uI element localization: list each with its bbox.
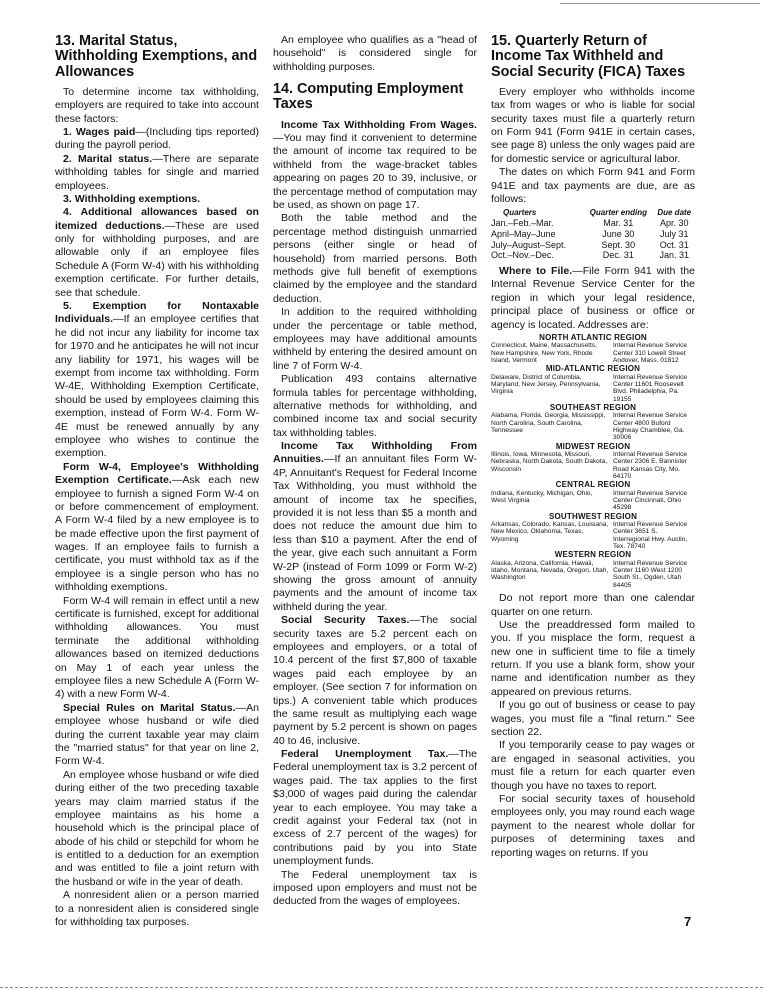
section-13-paragraph bbox=[55, 702, 259, 769]
section-15-paragraph bbox=[491, 793, 695, 860]
paragraph-text: To determine income tax withholding, employers are required to take into account these factors: bbox=[55, 85, 259, 125]
where-to-file-lead: Where to File. bbox=[499, 265, 573, 278]
quarter-table-cell: Sept. 30 bbox=[601, 239, 636, 250]
section-13-paragraph bbox=[55, 153, 259, 193]
region-service-center: Internal Revenue Service Center 1160 West 1200 South St., Ogden, Utah 84405 bbox=[613, 559, 688, 589]
region-heading: WESTERN REGION bbox=[554, 550, 632, 560]
quarter-table-cell: Mar. 31 bbox=[603, 217, 634, 228]
section-15-paragraph bbox=[491, 86, 695, 166]
region-heading: SOUTHEAST REGION bbox=[549, 403, 637, 413]
region-service-center: Internal Revenue Service Center 310 Lowell Street Andover, Mass. 01812 bbox=[613, 342, 688, 364]
region-address-row bbox=[491, 521, 695, 551]
section-14-body bbox=[273, 119, 477, 909]
paragraph-lead: Form W-4, Employee's Withholding Exemption Certificate. bbox=[55, 460, 259, 487]
region-states: Indiana, Kentucky, Michigan, Ohio, West Virginia bbox=[491, 489, 593, 504]
paragraph-lead: 3. Withholding exemptions. bbox=[63, 192, 201, 205]
paragraph-text: Form W-4 will remain in effect until a new certificate is furnished, except for additional withholding allowances. You must terminate the additional withholding allowances based on itemized deductions on May 1 of each year unless the employee files a new Schedule A (Form W-4) with a new Form W-4. bbox=[55, 594, 259, 701]
region-address-row bbox=[491, 374, 695, 404]
column-1 bbox=[55, 34, 259, 929]
section-14-paragraph bbox=[273, 748, 477, 869]
quarter-table-row bbox=[491, 250, 695, 261]
paragraph-lead: 2. Marital status. bbox=[63, 152, 153, 165]
paragraph-text: —(Including tips reported) during the payroll period. bbox=[55, 125, 259, 152]
section-13-paragraph bbox=[55, 300, 259, 461]
paragraph-lead: 1. Wages paid bbox=[63, 125, 136, 138]
paragraph-text: —If an employee certifies that he did not incur any liability for income tax for 1970 and he anticipates he will not incur any liability for 1971, his wages will be exempt from income tax withholding. Form W-4E, Withholding Exemption Certificate, should be used by employees claiming this exemption, instead of Form W-4. Form W-4E must be renewed annually by any employee who wishes to continue the exemption. bbox=[55, 313, 259, 460]
section-15-paragraph bbox=[491, 739, 695, 793]
paragraph-text: —You may find it convenient to determine the amount of income tax required to be withheld from the wage-bracket tables appearing on pages 20 to 39, inclusive, or the percentage method of computation may be used, as shown on page 17. bbox=[273, 132, 477, 212]
section-13-paragraph bbox=[55, 461, 259, 595]
section-13-paragraph bbox=[55, 595, 259, 702]
region-address-row bbox=[491, 451, 695, 481]
quarter-table-header bbox=[491, 208, 695, 218]
paragraph-text: Use the preaddressed form mailed to you. If you misplace the form, request a new one in sufficient time to file a timely return. If you use a blank form, show your name and identification number as they appeared on previous returns. bbox=[491, 618, 695, 698]
section-13-paragraph bbox=[55, 193, 259, 206]
section-14-paragraph bbox=[273, 212, 477, 306]
paragraph-text: —An employee whose husband or wife died during the current taxable year may claim the "married status" for that year on line 2, Form W-4. bbox=[55, 701, 259, 768]
section-15-paragraph bbox=[491, 166, 695, 206]
region-service-center: Internal Revenue Service Center Cincinnati, Ohio 45298 bbox=[613, 489, 688, 512]
region-heading: CENTRAL REGION bbox=[555, 480, 631, 490]
region-address-row bbox=[491, 560, 695, 590]
section-13-paragraph bbox=[55, 126, 259, 153]
section-14-heading: 14. Computing Employment Taxes bbox=[273, 81, 464, 113]
region-states: Illinois, Iowa, Minnesota, Missouri, Nebraska, North Dakota, South Dakota, Wisconsin bbox=[491, 450, 608, 473]
where-to-file bbox=[491, 265, 695, 332]
section-14-paragraph bbox=[273, 373, 477, 440]
region-heading: MIDWEST REGION bbox=[555, 441, 631, 451]
paragraph-lead: Income Tax Withholding From Annuities. bbox=[273, 440, 477, 466]
paragraph-lead: 4. Additional allowances based on itemized deductions. bbox=[55, 206, 259, 232]
region-service-center: Internal Revenue Service Center 4800 Buford Highway Chamblee, Ga. 30006 bbox=[613, 412, 688, 442]
paragraph-lead: Special Rules on Marital Status. bbox=[63, 701, 236, 714]
paragraph-lead: 5. Exemption for Nontaxable Individuals. bbox=[55, 300, 259, 326]
quarter-table-cell: Oct.–Nov.–Dec. bbox=[491, 250, 554, 261]
paragraph-text: —The social security taxes are 5.2 percent each on employees and employers, or a total of 10.4 percent of the first $7,800 of taxable wages paid each employee by an employer. (See section 7 for information on tips.) A convenient table which produces the same result as multiplying each wage payment by 5.2 percent is shown on pages 40 to 46, inclusive. bbox=[273, 614, 477, 747]
section-13-paragraph bbox=[55, 889, 259, 929]
paragraph-text: Both the table method and the percentage method distinguish unmarried persons (either single or head of household) from married persons. Both methods give full benefit of exemptions claimed by the employee and the standard deduction. bbox=[273, 212, 477, 305]
section-14-paragraph bbox=[273, 614, 477, 748]
paragraph-text: A nonresident alien or a person married to a nonresident alien is considered single for withholding tax purposes. bbox=[55, 889, 259, 929]
paragraph-lead: Social Security Taxes. bbox=[281, 614, 410, 627]
column-3 bbox=[491, 34, 695, 860]
quarter-table-cell: Apr. 30 bbox=[659, 217, 689, 228]
region-address-row bbox=[491, 412, 695, 442]
section-13-heading: 13. Marital Status, Withholding Exemptions, and Allowances bbox=[55, 33, 258, 80]
where-to-file-text: —File Form 941 with the Internal Revenue Service Center for the region in which your legal residence, principal place of business or office or agency is located. Addresses are: bbox=[491, 265, 695, 331]
paragraph-text: Do not report more than one calendar quarter on one return. bbox=[491, 592, 695, 618]
section-15-heading: 15. Quarterly Return of Income Tax Withheld and Social Security (FICA) Taxes bbox=[491, 33, 686, 80]
section-13-paragraph bbox=[55, 86, 259, 126]
quarter-table-row bbox=[491, 240, 695, 251]
quarter-table-row bbox=[491, 229, 695, 240]
paragraph-text: —Ask each new employee to furnish a signed Form W-4 on or before commencement of employment. A Form W-4 filed by a new employee is to be made effective upon the first payment of wages. If an employee fails to furnish a certificate, you must withhold tax as if the employee is a single person who has no withholding exemptions. bbox=[55, 474, 259, 594]
section-15-body bbox=[491, 592, 695, 860]
section-15-intro bbox=[491, 86, 695, 207]
quarter-table-cell: June 30 bbox=[602, 228, 635, 239]
paragraph-text: For social security taxes of household employees only, you may round each wage payment to the nearest whole dollar for purposes of determining taxes and reporting wages on returns. If you bbox=[491, 792, 695, 859]
irs-regions-list bbox=[491, 333, 695, 589]
quarter-table-cell: Dec. 31 bbox=[602, 250, 634, 261]
region-service-center: Internal Revenue Service Center 3651 S. Interregional Hwy. Austin, Tex. 78740 bbox=[613, 520, 688, 551]
paragraph-text: An employee whose husband or wife died during either of the two preceding taxable years may claim married status if the employee maintains as his home a household which is the principal place of abode of his child or stepchild for whom he is entitled to a deduction for an exemption and was entitled to file a joint return with the husband or wife in the year of death. bbox=[55, 768, 259, 888]
paragraph-text: —The Federal unemployment tax is 3.2 percent of wages paid. The tax applies to the first $3,000 of wages paid during the calendar year to each employee. You may take a credit against your Federal tax (not in excess of 2.7 percent of the wages) for contributions paid by you into State unemployment funds. bbox=[273, 748, 477, 868]
section-14-paragraph bbox=[273, 869, 477, 909]
page-number: 7 bbox=[684, 914, 692, 929]
paragraph-text: Publication 493 contains alternative formula tables for percentage withholding, alternative methods for withholding, and combined income tax and social security tax withholding tables. bbox=[273, 373, 477, 439]
quarter-table-header-cell: Due date bbox=[657, 208, 692, 218]
section-15-paragraph bbox=[491, 619, 695, 699]
top-rule bbox=[560, 3, 760, 4]
quarter-table-row bbox=[491, 218, 695, 229]
paragraph-text: —There are separate withholding tables for single and married employees. bbox=[55, 152, 259, 192]
paragraph-text: If you temporarily cease to pay wages or are engaged in seasonal activities, you must file a return for each quarter even though you have no taxes to report. bbox=[491, 739, 695, 792]
section-13-paragraph bbox=[55, 769, 259, 890]
quarter-table-cell: July–August–Sept. bbox=[491, 239, 567, 250]
section-14-paragraph bbox=[273, 306, 477, 373]
quarter-table-header-cell: Quarters bbox=[503, 208, 537, 218]
quarter-table-cell: Jan. 31 bbox=[659, 250, 690, 261]
region-states: Alaska, Arizona, California, Hawaii, Idaho, Montana, Nevada, Oregon, Utah, Washington bbox=[491, 559, 609, 582]
region-address-row bbox=[491, 490, 695, 512]
paragraph-text: If you go out of business or cease to pay wages, you must file a "final return." See section 22. bbox=[491, 699, 695, 739]
paragraph-text: —These are used only for withholding purposes, and are allowable only if an employee files Schedule A (Form W-4) with his withholding exemption certificate. For further details, see that schedule. bbox=[55, 219, 259, 299]
quarter-due-dates-table bbox=[491, 208, 695, 261]
column-2-intro: An employee who qualifies as a "head of household" is considered single for withholding purposes. bbox=[273, 34, 477, 73]
quarter-table-cell: Oct. 31 bbox=[659, 239, 689, 250]
region-address-row bbox=[491, 342, 695, 364]
paragraph-text: The dates on which Form 941 and Form 941E and tax payments are due, are as follows: bbox=[491, 166, 695, 205]
paragraph-lead: Federal Unemployment Tax. bbox=[281, 748, 449, 761]
region-service-center: Internal Revenue Service Center 11601 Roosevelt Blvd. Philadelphia, Pa. 19155 bbox=[613, 373, 688, 403]
region-states: Alabama, Florida, Georgia, Mississippi, North Carolina, South Carolina, Tennessee bbox=[491, 412, 606, 434]
quarter-table-cell: July 31 bbox=[659, 228, 689, 239]
paragraph-lead: Income Tax Withholding From Wages. bbox=[281, 118, 477, 131]
section-15-paragraph bbox=[491, 592, 695, 619]
section-13-paragraph bbox=[55, 206, 259, 300]
paragraph-text: Every employer who withholds income tax from wages or who is liable for social security taxes must file a quarterly return on Form 941 (Form 941E in certain cases, see page 8) unless the only wages paid are for domestic service or agricultural labor. bbox=[491, 85, 695, 165]
region-heading: SOUTHWEST REGION bbox=[548, 511, 638, 521]
section-14-paragraph bbox=[273, 440, 477, 614]
quarter-table-cell: Jan.–Feb.–Mar. bbox=[491, 217, 554, 228]
column-2 bbox=[273, 34, 477, 909]
section-15-paragraph bbox=[491, 699, 695, 739]
region-states: Delaware, District of Columbia, Maryland, New Jersey, Pennsylvania, Virginia bbox=[491, 373, 601, 396]
paragraph-text: The Federal unemployment tax is imposed upon employers and must not be deducted from the wages of employees. bbox=[273, 868, 477, 908]
region-states: Connecticut, Maine, Massachusetts, New Hampshire, New York, Rhode Island, Vermont bbox=[491, 342, 597, 364]
region-heading: MID-ATLANTIC REGION bbox=[545, 364, 641, 374]
quarter-table-cell: April–May–June bbox=[491, 228, 556, 239]
region-service-center: Internal Revenue Service Center 2306 E. Bannister Road Kansas City, Mo. 64170 bbox=[613, 450, 688, 481]
section-13-body bbox=[55, 86, 259, 930]
region-states: Arkansas, Colorado, Kansas, Louisiana, New Mexico, Oklahoma, Texas, Wyoming bbox=[491, 520, 609, 543]
region-heading: NORTH ATLANTIC REGION bbox=[539, 333, 647, 343]
quarter-table-header-cell: Quarter ending bbox=[589, 208, 647, 218]
bottom-rule bbox=[0, 987, 763, 988]
section-14-paragraph bbox=[273, 119, 477, 213]
paragraph-text: In addition to the required withholding under the percentage or table method, employees may have additional amounts withheld by entering the desired amount on line 7 of Form W-4. bbox=[273, 306, 477, 372]
paragraph-text: —If an annuitant files Form W-4P, Annuitant's Request for Federal Income Tax Withholding, you must withhold the amount of income tax he specifies, provided it is not less than $5 a month and does not reduce the amount due him to less than $10 a payment. After the end of the year, give each such annuitant a Form W-2P (instead of Form 1099 or Form W-2) showing the gross amount of annuity payments and the amount of income tax withheld during the year. bbox=[273, 453, 477, 613]
